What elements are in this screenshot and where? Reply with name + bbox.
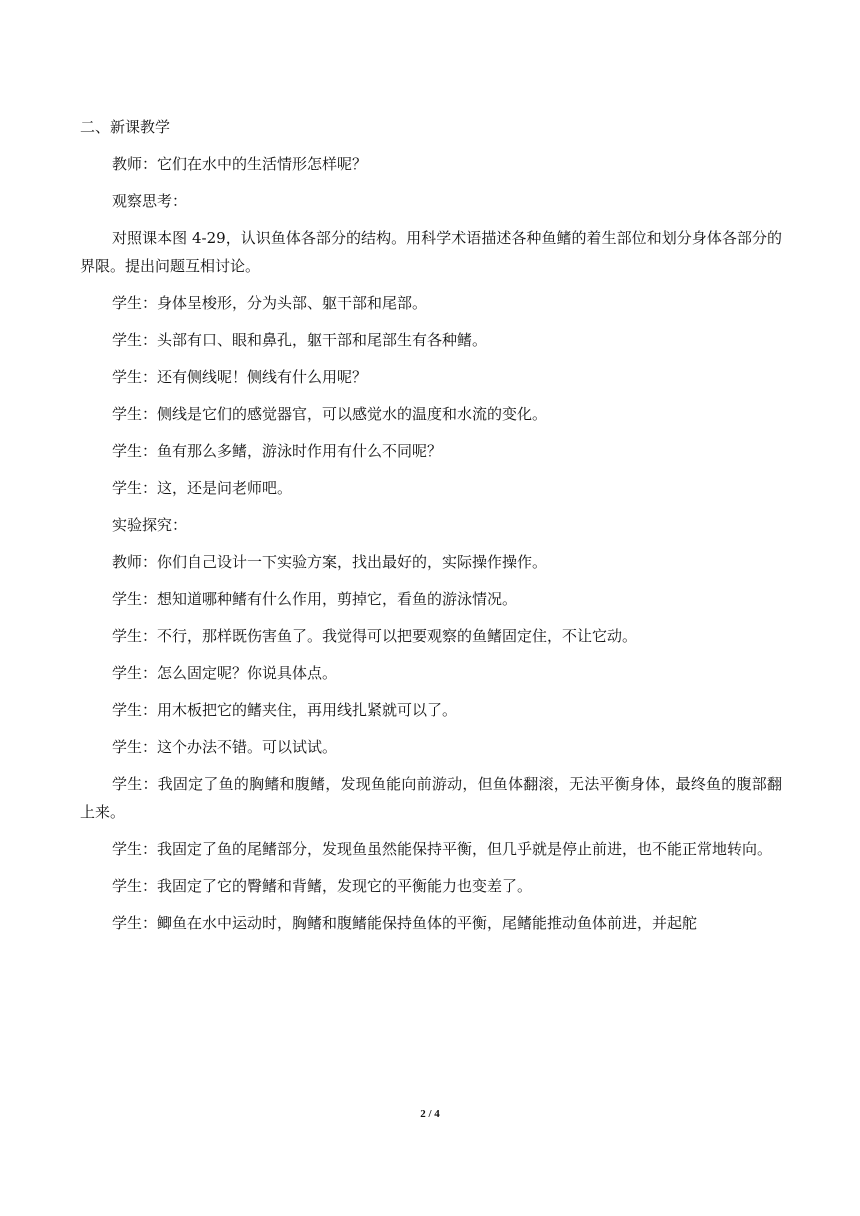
paragraph: 学生：不行，那样既伤害鱼了。我觉得可以把要观察的鱼鳍固定住，不让它动。 bbox=[112, 627, 638, 645]
paragraph: 学生：这，还是问老师吧。 bbox=[112, 479, 293, 497]
paragraph: 教师：你们自己设计一下实验方案，找出最好的，实际操作操作。 bbox=[112, 553, 548, 571]
paragraph: 学生：用木板把它的鳍夹住，再用线扎紧就可以了。 bbox=[112, 701, 458, 719]
paragraph: 学生：头部有口、眼和鼻孔，躯干部和尾部生有各种鳍。 bbox=[112, 331, 488, 349]
paragraph: 学生：侧线是它们的感觉器官，可以感觉水的温度和水流的变化。 bbox=[112, 405, 548, 423]
paragraph: 学生：我固定了它的臀鳍和背鳍，发现它的平衡能力也变差了。 bbox=[112, 877, 533, 895]
document-body bbox=[80, 113, 782, 946]
page-number: 2 / 4 bbox=[420, 1108, 440, 1120]
paragraph: 学生：鱼有那么多鳍，游泳时作用有什么不同呢？ bbox=[112, 442, 443, 460]
section-heading: 二、新课教学 bbox=[80, 118, 171, 136]
paragraph: 观察思考： bbox=[112, 192, 188, 210]
paragraph: 学生：怎么固定呢？你说具体点。 bbox=[112, 664, 338, 682]
paragraph: 学生：想知道哪种鳍有什么作用，剪掉它，看鱼的游泳情况。 bbox=[112, 590, 518, 608]
paragraph: 学生：身体呈梭形，分为头部、躯干部和尾部。 bbox=[112, 294, 428, 312]
paragraph: 学生：我固定了鱼的胸鳍和腹鳍，发现鱼能向前游动，但鱼体翻滚，无法平衡身体，最终鱼的腹部翻上来。 bbox=[80, 775, 782, 821]
paragraph: 学生：这个办法不错。可以试试。 bbox=[112, 738, 338, 756]
paragraph: 学生：鲫鱼在水中运动时，胸鳍和腹鳍能保持鱼体的平衡，尾鳍能推动鱼体前进，并起舵 bbox=[112, 914, 698, 932]
paragraph: 学生：我固定了鱼的尾鳍部分，发现鱼虽然能保持平衡，但几乎就是停止前进，也不能正常地转向。 bbox=[112, 840, 773, 858]
paragraph: 教师：它们在水中的生活情形怎样呢？ bbox=[112, 155, 368, 173]
paragraph: 学生：还有侧线呢！侧线有什么用呢？ bbox=[112, 368, 368, 386]
paragraph: 对照课本图 4-29，认识鱼体各部分的结构。用科学术语描述各种鱼鳍的着生部位和划分身体各部分的界限。提出问题互相讨论。 bbox=[80, 229, 782, 275]
paragraph: 实验探究： bbox=[112, 516, 188, 534]
